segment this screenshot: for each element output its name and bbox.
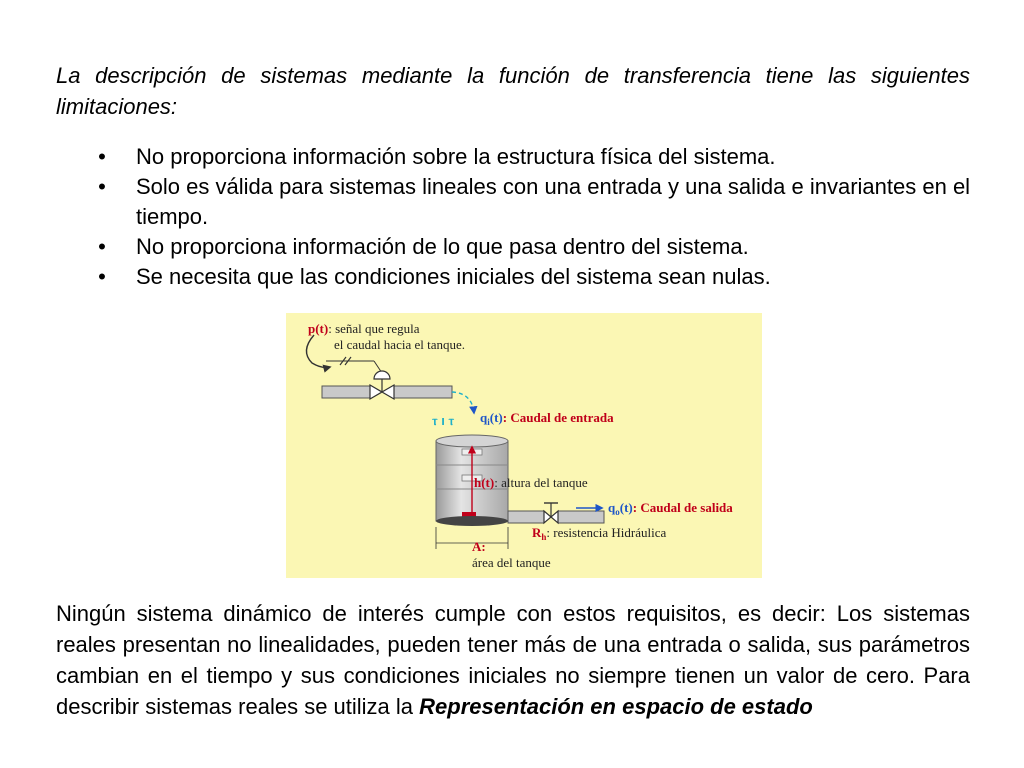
label-p: p(t): señal que regula	[308, 321, 420, 336]
list-item-text: No proporciona información sobre la estructura física del sistema.	[136, 144, 776, 169]
list-item	[92, 232, 972, 262]
bullet-symbol: •	[98, 234, 106, 259]
conclusion-paragraph	[56, 598, 970, 722]
label-p-line2: el caudal hacia el tanque.	[334, 337, 466, 352]
bullet-symbol: •	[98, 264, 106, 289]
bullet-symbol: •	[98, 144, 106, 169]
conclusion-text: Ningún sistema dinámico de interés cumple con estos requisitos, es decir: Los sistemas reales presentan no linealidades, pueden tener más de una entrada o salida, sus parámetros cambian en el tiempo y sus condiciones iniciales no siempre tienen un valor de cero. Para describir sistemas reales se utiliza la	[56, 601, 970, 719]
tank-system-diagram	[286, 313, 762, 578]
label-area-symbol: A:	[472, 539, 486, 554]
label-h: h(t): altura del tanque	[474, 475, 588, 490]
list-item-text: No proporciona información de lo que pasa dentro del sistema.	[136, 234, 749, 259]
limitations-list	[92, 142, 972, 292]
bullet-symbol: •	[98, 174, 106, 199]
inlet-pipe-left	[322, 386, 370, 398]
list-item	[92, 142, 972, 172]
list-item	[92, 172, 972, 232]
inlet-valve-actuator	[374, 371, 390, 379]
label-area-desc: área del tanque	[472, 555, 551, 570]
tank-base	[436, 516, 508, 526]
outlet-pipe-left	[508, 511, 544, 523]
inlet-pipe-right	[394, 386, 452, 398]
list-item-text: Se necesita que las condiciones iniciales del sistema sean nulas.	[136, 264, 771, 289]
tank-diagram-svg	[286, 313, 762, 578]
signal-arrow	[306, 335, 330, 368]
conclusion-emphasis: Representación en espacio de estado	[419, 694, 813, 719]
label-rh: $R_h$: resistencia Hidráulica	[532, 525, 667, 542]
outlet-pipe-right	[558, 511, 604, 523]
list-item	[92, 262, 972, 292]
tank-top	[436, 435, 508, 447]
label-qi: $q_i(t)$: Caudal de entrada	[480, 410, 614, 427]
label-qo: $q_o(t)$: Caudal de salida	[608, 500, 733, 517]
list-item-text: Solo es válida para sistemas lineales con una entrada y una salida e invariantes en el tiempo.	[136, 174, 971, 229]
inflow-arrow	[452, 392, 474, 413]
inflow-drops: ⲧ ı ⲧ	[432, 413, 455, 428]
intro-paragraph: La descripción de sistemas mediante la función de transferencia tiene las siguientes limitaciones:	[56, 63, 970, 119]
